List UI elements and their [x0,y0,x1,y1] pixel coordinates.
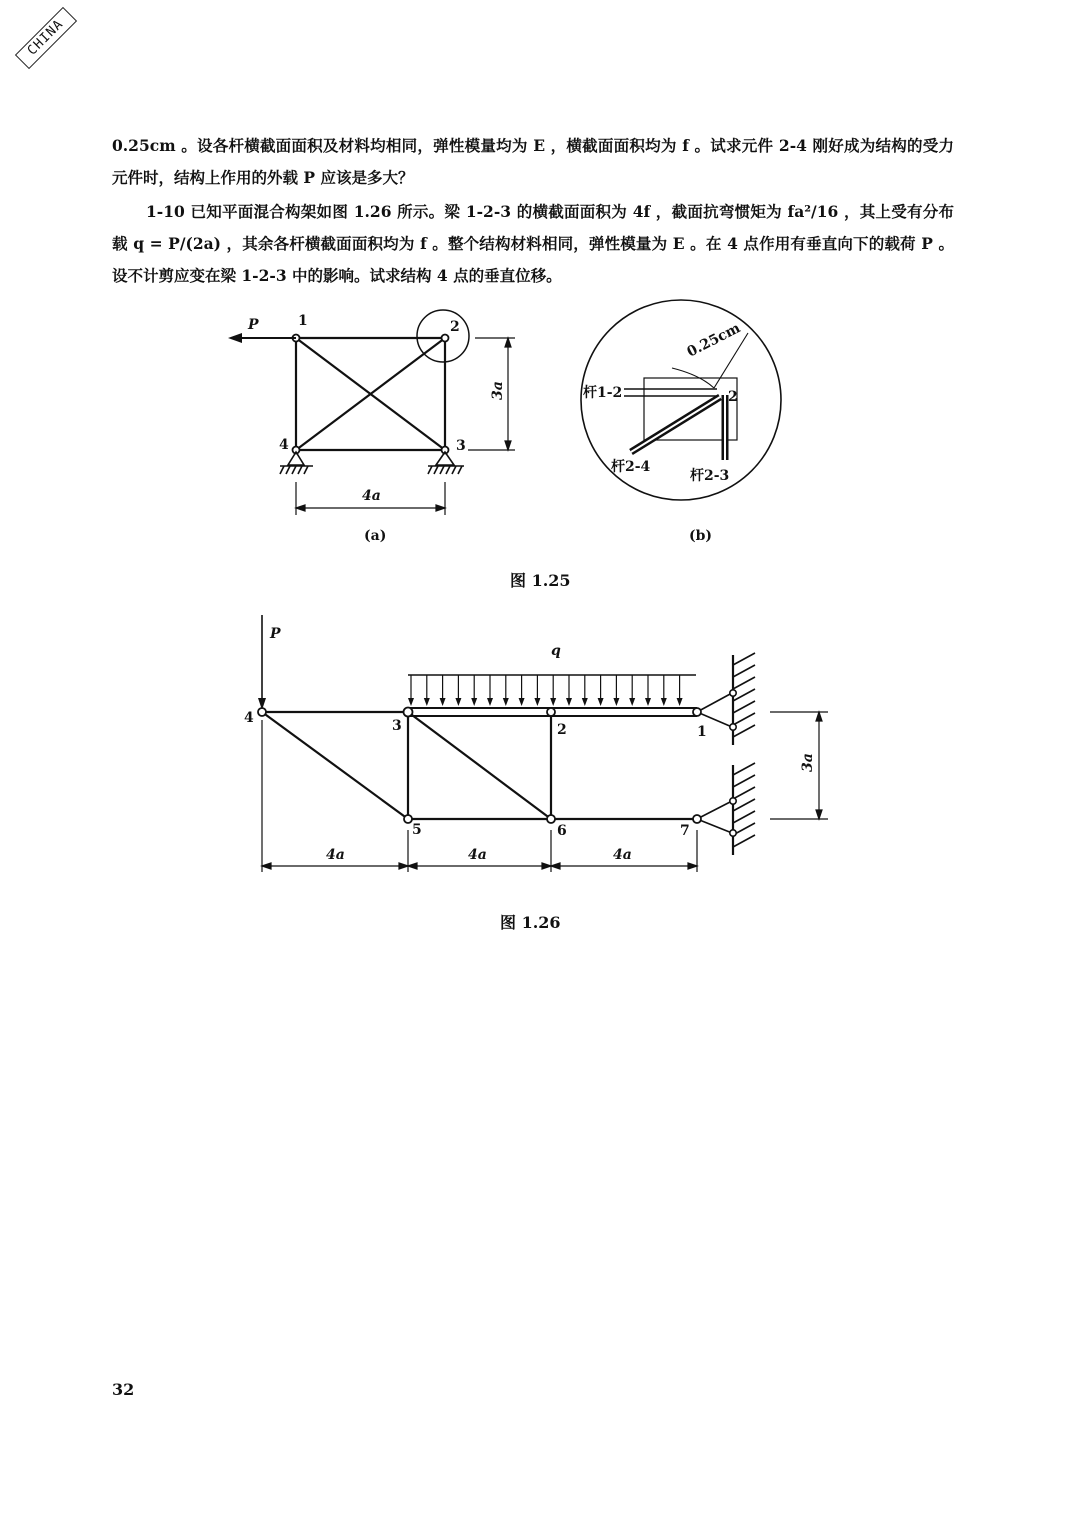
problem-number: 1-10 [146,202,185,221]
sub-label-a: (a) [364,528,387,544]
bar-3-6 [408,712,551,819]
node-label-2-detail: 2 [728,389,738,405]
dim-label-4a-1: 4a [326,847,345,863]
load-arrow-P-126 [258,615,266,710]
gap-label: 0.25cm [684,320,743,361]
node-3 [404,708,413,717]
dist-load-arrowhead [677,698,683,706]
page-number: 32 [112,1380,135,1399]
node-4 [258,708,266,716]
dist-load-arrows [408,675,683,706]
node-label-7-126: 7 [680,823,690,839]
dist-load-arrowhead [471,698,477,706]
load-P-label: P [248,317,259,333]
dim-label-4a-3: 4a [613,847,632,863]
china-stamp: CHINA [15,7,77,69]
sub-label-b: (b) [689,528,713,544]
support-pin-4 [280,452,313,474]
dist-load-arrowhead [487,698,493,706]
dist-load-arrowhead [424,698,430,706]
dist-load-arrowhead [645,698,651,706]
node-1 [693,708,701,716]
dist-load-arrowhead [550,698,556,706]
node-label-2: 2 [450,319,460,335]
node-label-6-126: 6 [557,823,567,839]
dim-label-4a-fig125: 4a [362,488,381,504]
problem-text: 已知平面混合构架如图 1.26 所示。梁 1-2-3 的横截面面积为 4f ，截面抗弯惯矩为 fa²/16 ，其上受有分布载 q = P/(2a) ，其余各杆横截面面积均为 f 。整个结构材料相同，弹性模量为 E 。在 4 点作用有垂直向下的载荷 P 。设不计剪应变在梁 1-2-3 中的影响。试求结构 4 点的垂直位移。 [112,202,955,285]
bar-1-2-detail [624,389,717,396]
bar24-label: 杆2-4 [611,459,651,475]
dim-label-3a-fig126: 3a [800,753,816,772]
dist-load-arrowhead [661,698,667,706]
node-label-1-126: 1 [697,724,707,740]
dist-load-arrowhead [629,698,635,706]
dim-3a-fig126 [770,712,828,819]
load-arrow-P [228,333,296,343]
wall-support-bottom [697,763,755,855]
dist-load-arrowhead [455,698,461,706]
figure-caption-1-25: 图 1.25 [510,571,571,590]
bar12-label: 杆1-2 [583,385,623,401]
node-label-3-126: 3 [392,718,402,734]
dist-load-arrowhead [566,698,572,706]
node-6 [547,815,555,823]
dist-load-arrowhead [408,698,414,706]
node-7 [693,815,701,823]
bar-4-5 [262,712,408,819]
bar23-label: 杆2-3 [690,468,730,484]
dist-load-arrowhead [582,698,588,706]
support-pin-3 [428,452,464,474]
node-label-5-126: 5 [412,822,422,838]
node-label-2-126: 2 [557,722,567,738]
load-P-label-126: P [270,626,281,642]
dist-load-arrowhead [598,698,604,706]
dist-load-label: q [551,643,561,659]
paragraph-continued: 0.25cm 。设各杆横截面面积及材料均相同，弹性模量均为 E ，横截面面积均为 f 。试求元件 2-4 刚好成为结构的受力元件时，结构上作用的外载 P 应该是多大？ [112,136,954,187]
figure-caption-1-26: 图 1.26 [500,913,561,932]
node-label-4: 4 [279,437,289,453]
node-2 [442,335,449,342]
dist-load-arrowhead [503,698,509,706]
dist-load-arrowhead [440,698,446,706]
fig126-bars [262,712,697,819]
node-label-1: 1 [298,313,308,329]
dist-load-arrowhead [534,698,540,706]
dim-label-3a-fig125: 3a [490,381,506,400]
node-label-3: 3 [456,438,466,454]
fig125a-truss [296,338,445,450]
dist-load-arrowhead [519,698,525,706]
node-2 [547,708,555,716]
dist-load-arrowhead [613,698,619,706]
dim-label-4a-2: 4a [468,847,487,863]
node-label-4-126: 4 [244,710,254,726]
node-5 [404,815,412,823]
